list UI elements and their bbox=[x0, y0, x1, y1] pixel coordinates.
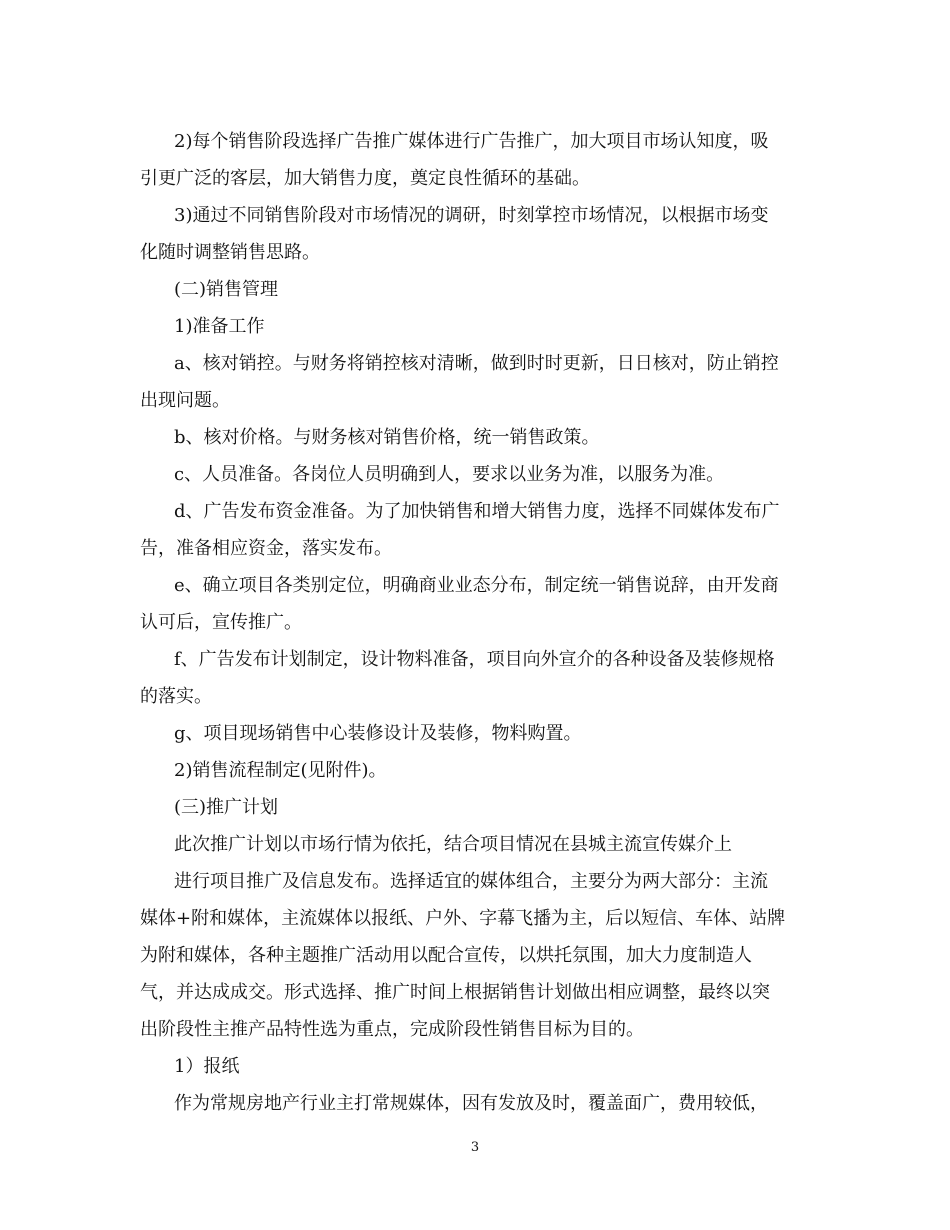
paragraph-line: 的落实。 bbox=[140, 686, 212, 707]
paragraph-line: e、确立项目各类别定位，明确商业业态分布，制定统一销售说辞，由开发商 bbox=[174, 575, 779, 596]
paragraph-line: a、核对销控。与财务将销控核对清晰，做到时时更新，日日核对，防止销控 bbox=[174, 353, 779, 374]
paragraph-line: 3)通过不同销售阶段对市场情况的调研，时刻掌控市场情况，以根据市场变 bbox=[174, 205, 769, 226]
paragraph-line: 告，准备相应资金，落实发布。 bbox=[140, 538, 392, 559]
paragraph-line: 此次推广计划以市场行情为依托，结合项目情况在县城主流宣传媒介上 bbox=[174, 834, 732, 855]
paragraph-line: 作为常规房地产行业主打常规媒体，因有发放及时，覆盖面广，费用较低， bbox=[174, 1093, 768, 1114]
paragraph-line: 出现问题。 bbox=[140, 390, 230, 411]
paragraph-line: b、核对价格。与财务核对销售价格，统一销售政策。 bbox=[174, 427, 600, 448]
paragraph-line: f、广告发布计划制定，设计物料准备，项目向外宣介的各种设备及装修规格 bbox=[174, 649, 775, 670]
paragraph-line: 引更广泛的客层，加大销售力度，奠定良性循环的基础。 bbox=[140, 168, 590, 189]
subsection-heading: 1)准备工作 bbox=[174, 316, 265, 337]
paragraph-line: 2)销售流程制定(见附件)。 bbox=[174, 760, 387, 781]
page-number: 3 bbox=[470, 1140, 480, 1155]
paragraph-line: 出阶段性主推产品特性选为重点，完成阶段性销售目标为目的。 bbox=[140, 1019, 644, 1040]
paragraph-line: 气，并达成成交。形式选择、推广时间上根据销售计划做出相应调整，最终以突 bbox=[140, 982, 770, 1003]
paragraph-line: 为附和媒体，各种主题推广活动用以配合宣传，以烘托氛围，加大力度制造人 bbox=[140, 945, 752, 966]
paragraph-line: 认可后，宣传推广。 bbox=[140, 612, 302, 633]
paragraph-line: 媒体+附和媒体，主流媒体以报纸、户外、字幕飞播为主，后以短信、车体、站牌 bbox=[140, 908, 786, 929]
paragraph-line: g、项目现场销售中心装修设计及装修，物料购置。 bbox=[174, 723, 582, 744]
paragraph-line: c、人员准备。各岗位人员明确到人，要求以业务为准，以服务为准。 bbox=[174, 464, 725, 485]
paragraph-line: 进行项目推广及信息发布。选择适宜的媒体组合，主要分为两大部分：主流 bbox=[174, 871, 768, 892]
paragraph-line: 2)每个销售阶段选择广告推广媒体进行广告推广，加大项目市场认知度，吸 bbox=[174, 131, 769, 152]
paragraph-line: 化随时调整销售思路。 bbox=[140, 242, 320, 263]
paragraph-line: d、广告发布资金准备。为了加快销售和增大销售力度，选择不同媒体发布广 bbox=[174, 501, 780, 522]
section-heading: (三)推广计划 bbox=[174, 797, 279, 818]
subsection-heading: 1）报纸 bbox=[174, 1056, 240, 1077]
section-heading: (二)销售管理 bbox=[174, 279, 279, 300]
